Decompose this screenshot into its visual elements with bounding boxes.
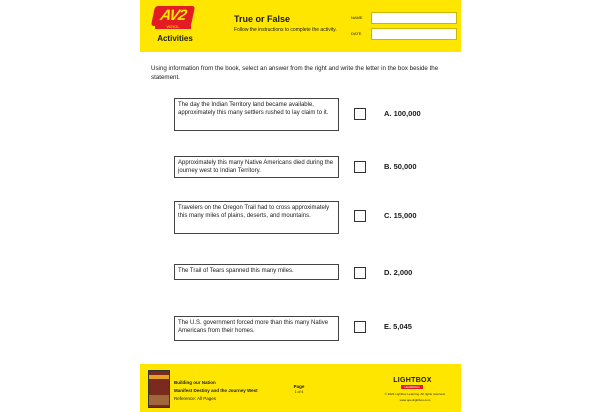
page-subtitle: Follow the instructions to complete the activity. xyxy=(234,27,337,33)
reference-text: Reference: All Pages xyxy=(174,396,217,401)
date-label: DATE xyxy=(351,31,362,36)
answer-option-e: E. 5,045 xyxy=(384,322,412,331)
lightbox-logo-sub: LEARNING xyxy=(401,385,423,389)
logo-sub: WEIGL xyxy=(155,24,191,29)
av2-logo xyxy=(147,4,203,48)
book-cover-image xyxy=(148,370,170,408)
name-field[interactable] xyxy=(371,12,457,24)
lightbox-logo: LIGHTBOX xyxy=(393,377,432,384)
website-link[interactable]: www.openlightbox.com xyxy=(399,398,431,402)
statement-5: The U.S. government forced more than this many Native Americans from their homes. xyxy=(174,316,339,341)
page-title: True or False xyxy=(234,14,291,24)
answer-box-1[interactable] xyxy=(354,108,366,120)
page-label: Page xyxy=(293,384,305,389)
statement-3: Travelers on the Oregon Trail had to cross approximately this many miles of plains, deserts, and mountains. xyxy=(174,201,339,234)
page-number: 1 of 4 xyxy=(294,390,304,394)
logo-badge: AV2 xyxy=(151,6,195,26)
answer-box-2[interactable] xyxy=(354,161,366,173)
instructions-text: Using information from the book, select an answer from the right and write the letter in the box beside the statement. xyxy=(151,65,439,81)
footer-bar xyxy=(140,364,461,412)
answer-option-d: D. 2,000 xyxy=(384,268,413,277)
header-bar xyxy=(140,0,461,52)
book-title: Manifest Destiny and the Journey West xyxy=(174,388,258,393)
worksheet-page xyxy=(140,0,461,412)
answer-option-c: C. 15,000 xyxy=(384,211,417,220)
answer-box-5[interactable] xyxy=(354,321,366,333)
name-label: NAME xyxy=(351,15,363,20)
activities-label: Activities xyxy=(157,34,193,43)
statement-1: The day the Indian Territory land became available, approximately this many settlers rushed to lay claim to it. xyxy=(174,98,339,131)
copyright-text: © 2022 Lightbox Learning. All rights reserved. xyxy=(384,392,446,396)
answer-option-b: B. 50,000 xyxy=(384,162,417,171)
series-name: Building our Nation xyxy=(174,380,216,385)
date-field[interactable] xyxy=(371,28,457,40)
statement-2: Approximately this many Native Americans died during the journey west to Indian Territory. xyxy=(174,156,339,178)
answer-box-3[interactable] xyxy=(354,210,366,222)
answer-box-4[interactable] xyxy=(354,267,366,279)
answer-option-a: A. 100,000 xyxy=(384,109,421,118)
statement-4: The Trail of Tears spanned this many miles. xyxy=(174,264,339,280)
